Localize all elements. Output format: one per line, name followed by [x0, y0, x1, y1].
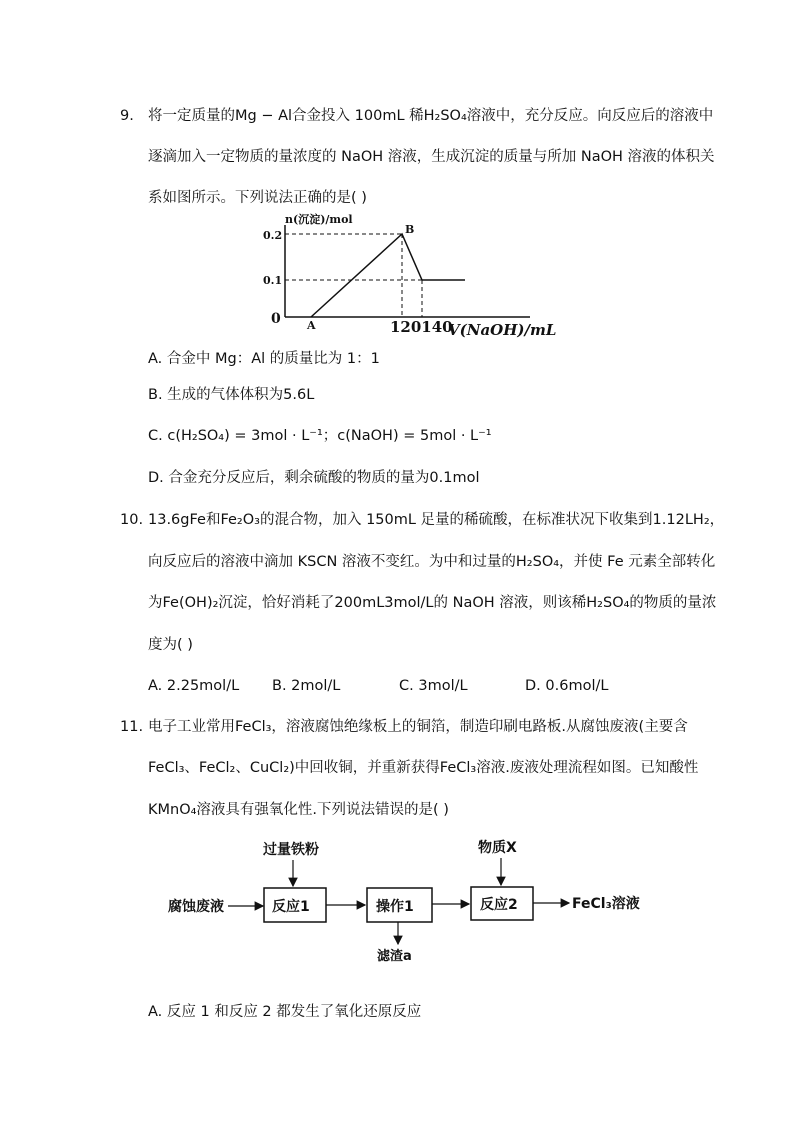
- question-9-option-b: B. 生成的气体体积为5.6L: [148, 387, 315, 403]
- question-10-option-c: C. 3mol/L: [399, 678, 468, 694]
- question-10-line-1: 13.6gFe和Fe₂O₃的混合物，加入 150mL 足量的稀硫酸，在标准状况下收集到1.12LH₂，: [148, 512, 725, 528]
- question-9-option-a: A. 合金中 Mg：Al 的质量比为 1：1: [148, 351, 380, 367]
- question-9-option-c: C. c(H₂SO₄) = 3mol · L⁻¹；c(NaOH) = 5mol · L⁻¹: [148, 428, 492, 444]
- point-b-label: B: [405, 223, 415, 236]
- question-10-option-b: B. 2mol/L: [272, 678, 341, 694]
- graph-ytick-0.1: 0.1: [263, 274, 283, 287]
- point-a-label: A: [307, 319, 316, 332]
- question-11-line-1: 电子工业常用FeCl₃，溶液腐蚀绝缘板上的铜箔，制造印刷电路板.从腐蚀废液(主要含: [148, 719, 688, 735]
- question-11-line-3: KMnO₄溶液具有强氧化性.下列说法错误的是( ): [148, 802, 449, 818]
- precipitate-graph: [255, 205, 557, 345]
- question-9-line-1: 将一定质量的Mg − Al合金投入 100mL 稀H₂SO₄溶液中，充分反应。向反应后的溶液中: [148, 108, 714, 124]
- flow-reagent1-label: 过量铁粉: [263, 842, 319, 858]
- question-11-number: 11.: [120, 719, 144, 735]
- flow-box1-label: 反应1: [272, 899, 310, 915]
- question-11-option-a: A. 反应 1 和反应 2 都发生了氧化还原反应: [148, 1004, 422, 1020]
- flow-output-label: FeCl₃溶液: [572, 896, 640, 912]
- question-10-number: 10.: [120, 512, 144, 528]
- flow-box2-label: 操作1: [376, 899, 414, 915]
- question-10-line-3: 为Fe(OH)₂沉淀，恰好消耗了200mL3mol/L的 NaOH 溶液，则该稀H₂SO₄的物质的量浓: [148, 595, 717, 611]
- question-9-line-3: 系如图所示。下列说法正确的是( ): [148, 190, 367, 206]
- question-10-option-a: A. 2.25mol/L: [148, 678, 240, 694]
- question-10-line-4: 度为( ): [148, 637, 193, 653]
- question-9-line-2: 逐滴加入一定物质的量浓度的 NaOH 溶液，生成沉淀的质量与所加 NaOH 溶液的体积关: [148, 149, 715, 165]
- flow-reagent2-label: 物质X: [478, 840, 517, 856]
- flow-residue-label: 滤渣a: [377, 949, 412, 964]
- question-10-line-2: 向反应后的溶液中滴加 KSCN 溶液不变红。为中和过量的H₂SO₄，并使 Fe 元素全部转化: [148, 554, 716, 570]
- graph-origin: 0: [271, 311, 281, 327]
- question-9-number: 9.: [120, 108, 134, 124]
- graph-xlabel: V(NaOH)/mL: [448, 321, 557, 339]
- question-11-line-2: FeCl₃、FeCl₂、CuCl₂)中回收铜，并重新获得FeCl₃溶液.废液处理流程如图。已知酸性: [148, 760, 699, 776]
- question-10-option-d: D. 0.6mol/L: [525, 678, 609, 694]
- precipitate-curve: [311, 234, 465, 317]
- question-9-option-d: D. 合金充分反应后，剩余硫酸的物质的量为0.1mol: [148, 470, 480, 486]
- waste-processing-flowchart: [160, 830, 660, 970]
- flow-input-label: 腐蚀废液: [168, 899, 224, 915]
- graph-xticks: 120140: [390, 318, 453, 336]
- flow-box3-label: 反应2: [480, 897, 518, 913]
- graph-ytick-0.2: 0.2: [263, 229, 283, 242]
- graph-ylabel: n(沉淀)/mol: [285, 213, 353, 226]
